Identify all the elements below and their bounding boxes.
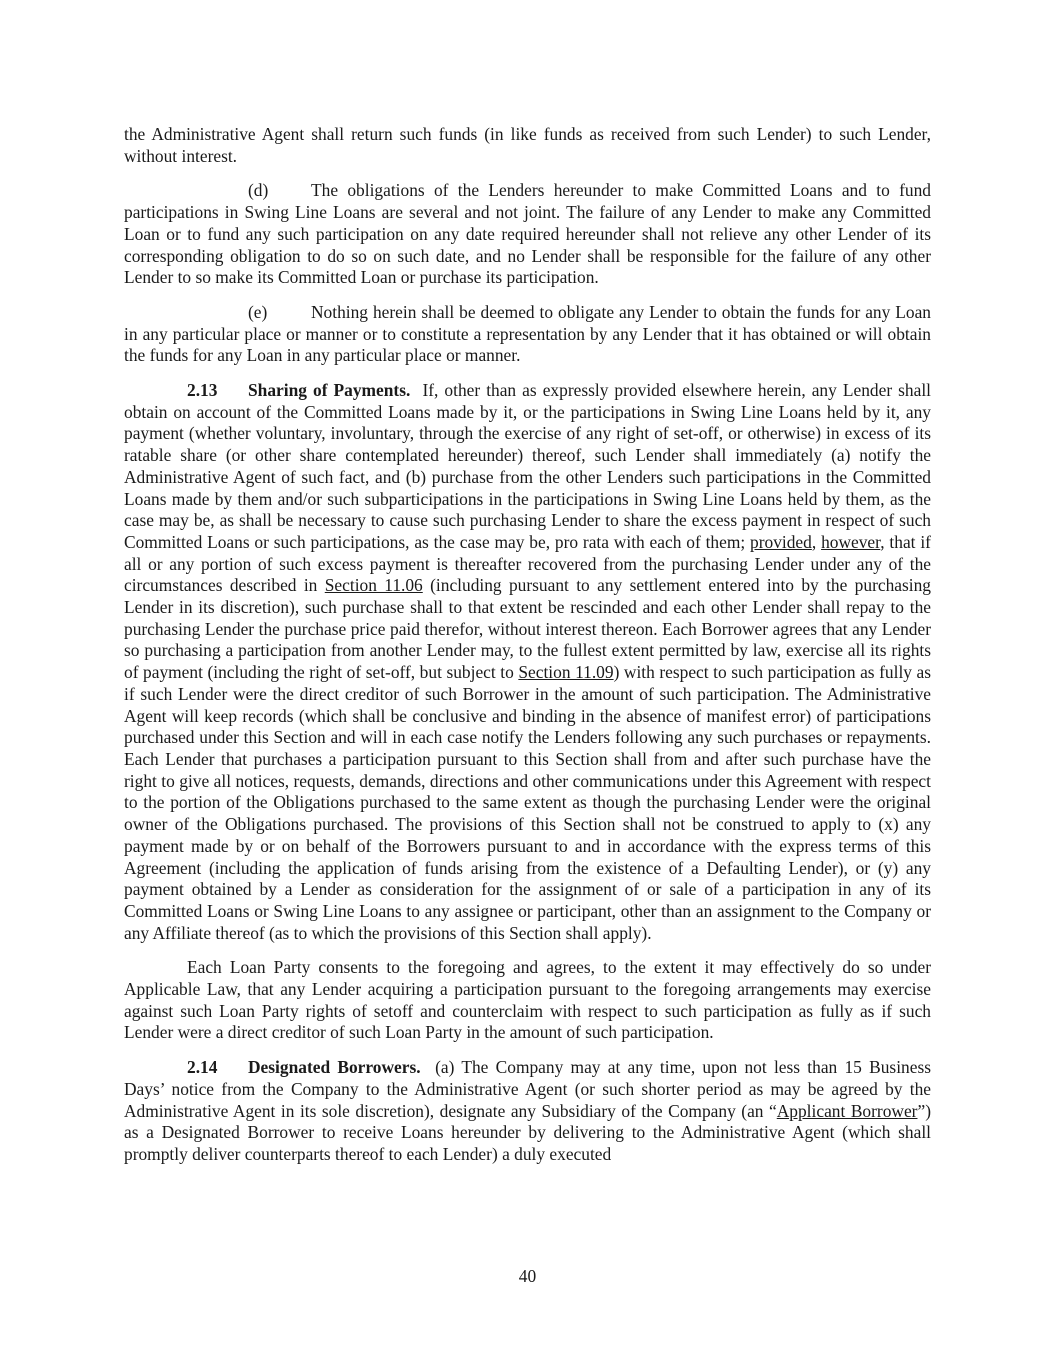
clause-label-d: (d) [248, 180, 269, 201]
section-text: (a) The Company may at any time, upon not less than 15 Business Days’ notice from the Company to the Administrative Agent (or such shorter period as may be agreed by the Administrative Agent in its sole discretion), designate any Subsidiary of the Company (an “ [124, 1057, 931, 1121]
page-number: 40 [518, 1266, 537, 1286]
clause-text-e: Nothing herein shall be deemed to obligate any Lender to obtain the funds for any Loan in any particular place or manner or to constitute a representation by any Lender that it has obtained or will obtain the funds for any Loan in any particular place or manner. [124, 301, 931, 366]
section-text: , that if all or any portion of such excess payment is thereafter recovered from the purchasing Lender under any of the circumstances described in [124, 531, 931, 596]
clause-label-e: (e) [248, 301, 268, 322]
term-however: however [821, 531, 881, 552]
section-number: 2.13 [187, 380, 218, 401]
section-text: If, other than as expressly provided elsewhere herein, any Lender shall obtain on account of the Committed Loans made by it, or the participations in Swing Line Loans held by it, any payment (whether voluntary, involuntary, through the exercise of any right of set-off, or otherwise) in excess of its ratable share (or other share contemplated hereunder) thereof, such Lender shall immediately (a) notify the Administrative Agent of such fact, and (b) purchase from the other Lenders such participations in the Committed Loans made by them and/or such subparticipations in the participations in Swing Line Loans held by them, as the case may be, as shall be necessary to cause such purchasing Lender to share the excess payment in respect of such Committed Loans or such participations, as the case may be, pro rata with each of them; [124, 380, 931, 552]
paragraph-d [124, 180, 931, 289]
section-heading: Sharing of Payments. [248, 380, 411, 401]
section-heading: Designated Borrowers. [248, 1057, 421, 1078]
document-page [124, 124, 931, 1179]
section-reference-link[interactable]: Section 11.09 [518, 662, 614, 683]
paragraph-continuation [124, 124, 931, 167]
section-number: 2.14 [187, 1057, 218, 1078]
punctuation: , [811, 531, 817, 552]
section-text: (including pursuant to any settlement entered into by the purchasing Lender in its discretion), such purchase shall to that extent be rescinded and each other Lender shall repay to the purchasing Lender the purchase price paid therefor, without interest thereon. Each Borrower agrees that any Lender so purchasing a participation from another Lender may, to the fullest extent permitted by law, exercise all its rights of payment (including the right of set-off, but subject to [124, 575, 931, 683]
section-2-13 [124, 380, 931, 944]
section-text: ”) as a Designated Borrower to receive Loans hereunder by delivering to the Administrative Agent (which shall promptly deliver counterparts thereof to each Lender) a duly executed [124, 1100, 931, 1164]
term-provided: provided [750, 531, 812, 552]
paragraph-consent [124, 957, 931, 1044]
clause-text-d: The obligations of the Lenders hereunder to make Committed Loans and to fund participations in Swing Line Loans are several and not joint. The failure of any Lender to make any Committed Loan or to fund any such participation on any date required hereunder shall not relieve any other Lender of its corresponding obligation to do so on such date, and no Lender shall be responsible for the failure of any other Lender to so make its Committed Loan or purchase its participation. [124, 180, 931, 288]
paragraph-text: the Administrative Agent shall return such funds (in like funds as received from such Lender) to such Lender, without interest. [124, 124, 931, 166]
paragraph-text: Each Loan Party consents to the foregoing and agrees, to the extent it may effectively do so under Applicable Law, that any Lender acquiring a participation pursuant to the foregoing arrangements may exercise against such Loan Party rights of setoff and counterclaim with respect to such participation as fully as if such Lender were a direct creditor of such Loan Party in the amount of such participation. [124, 957, 931, 1043]
section-2-14 [124, 1057, 931, 1166]
section-text: ) with respect to such participation as fully as if such Lender were the direct creditor of such Borrower in the amount of such participation. The Administrative Agent will keep records (which shall be conclusive and binding in the absence of manifest error) of participations purchased under this Section and will in each case notify the Lenders following any such purchases or repayments. Each Lender that purchases a participation pursuant to this Section shall from and after such purchase have the right to give all notices, requests, demands, directions and other communications under this Agreement with respect to the portion of the Obligations purchased to the same extent as though the purchasing Lender were the original owner of the Obligations purchased. The provisions of this Section shall not be construed to apply to (x) any payment made by or on behalf of the Borrowers pursuant to and in accordance with the express terms of this Agreement (including the application of funds arising from the existence of a Defaulting Lender), or (y) any payment obtained by a Lender as consideration for the assignment of or sale of a participation in any of its Committed Loans or Swing Line Loans to any assignee or participant, other than an assignment to the Company or any Affiliate thereof (as to which the provisions of this Section shall apply). [124, 662, 932, 943]
section-reference-link[interactable]: Section 11.06 [324, 575, 423, 596]
defined-term: Applicant Borrower [776, 1100, 918, 1121]
paragraph-e [124, 302, 931, 367]
